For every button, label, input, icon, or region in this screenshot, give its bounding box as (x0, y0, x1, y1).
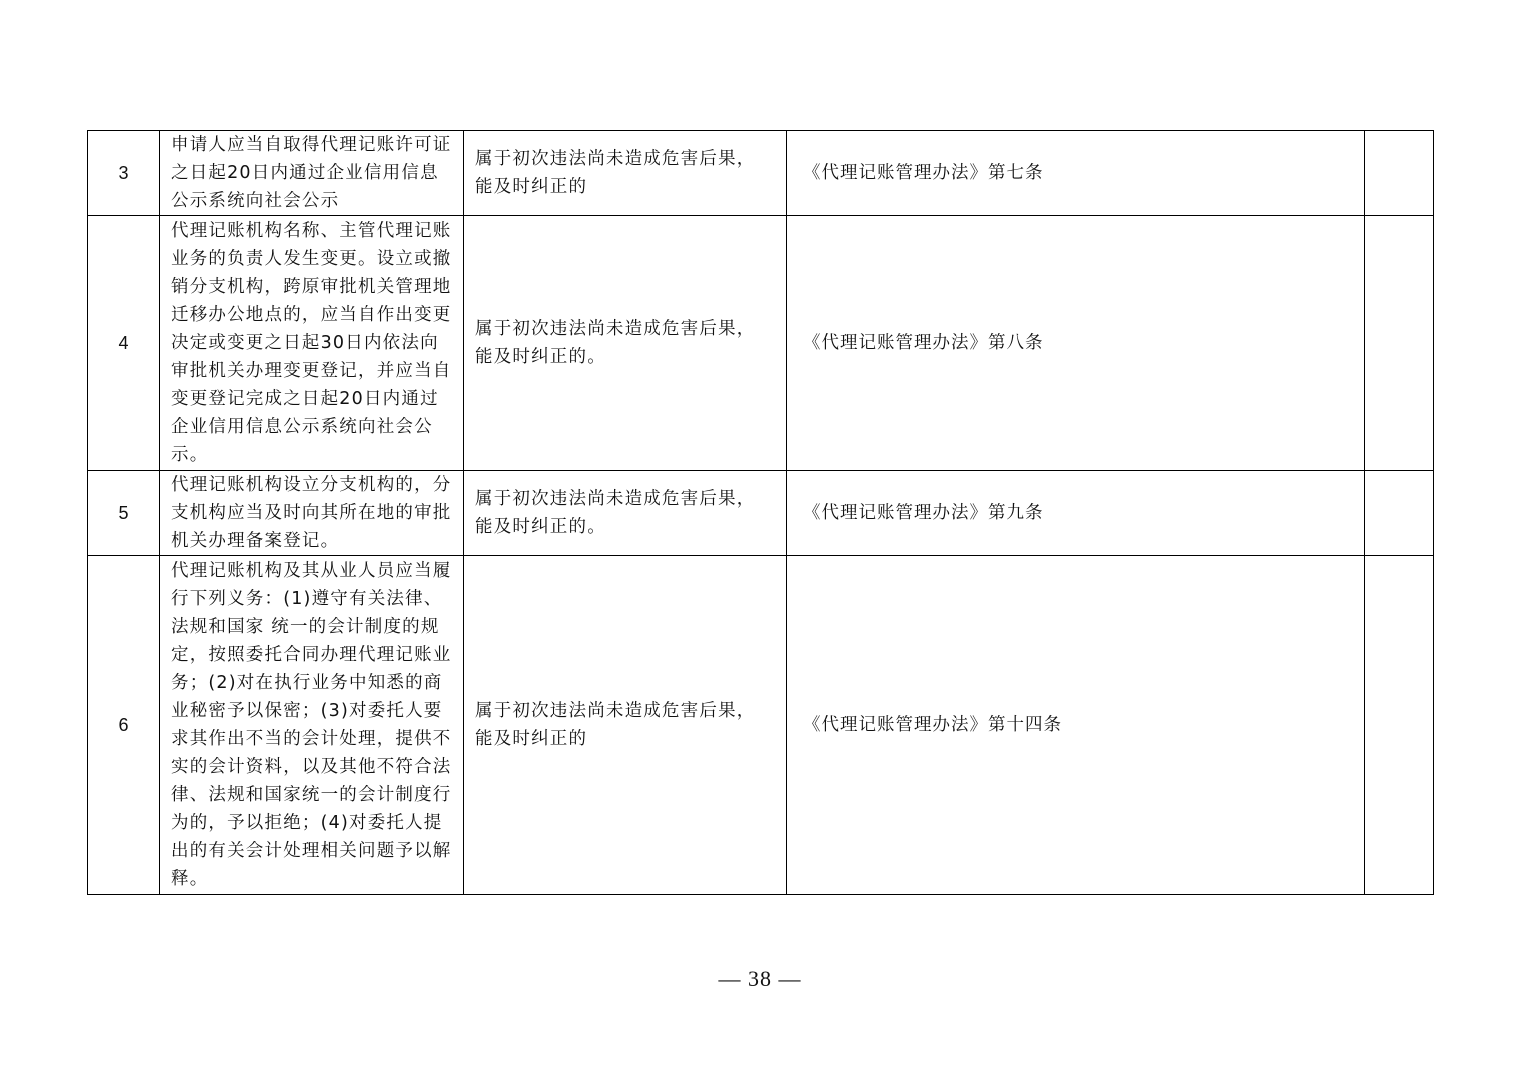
basis-cell: 《代理记账管理办法》第十四条 (787, 556, 1365, 895)
condition-cell: 属于初次违法尚未造成危害后果，能及时纠正的 (464, 131, 787, 216)
table-row (88, 556, 1434, 895)
condition-cell: 属于初次违法尚未造成危害后果，能及时纠正的。 (464, 471, 787, 556)
matter-cell: 代理记账机构名称、主管代理记账业务的负责人发生变更。设立或撤销分支机构，跨原审批机关管理地迁移办公地点的，应当自作出变更决定或变更之日起30日内依法向审批机关办理变更登记，并应当自变更登记完成之日起20日内通过企业信用信息公示系统向社会公示。 (160, 216, 464, 471)
matter-cell: 申请人应当自取得代理记账许可证之日起20日内通过企业信用信息公示系统向社会公示 (160, 131, 464, 216)
extra-cell (1365, 471, 1434, 556)
extra-cell (1365, 131, 1434, 216)
row-number: 6 (88, 556, 160, 895)
basis-cell: 《代理记账管理办法》第九条 (787, 471, 1365, 556)
table-row (88, 131, 1434, 216)
matter-cell: 代理记账机构设立分支机构的，分支机构应当及时向其所在地的审批机关办理备案登记。 (160, 471, 464, 556)
condition-cell: 属于初次违法尚未造成危害后果，能及时纠正的。 (464, 216, 787, 471)
row-number: 5 (88, 471, 160, 556)
basis-cell: 《代理记账管理办法》第八条 (787, 216, 1365, 471)
table-row (88, 471, 1434, 556)
row-number: 3 (88, 131, 160, 216)
row-number: 4 (88, 216, 160, 471)
condition-cell: 属于初次违法尚未造成危害后果，能及时纠正的 (464, 556, 787, 895)
regulation-table (87, 130, 1434, 895)
extra-cell (1365, 216, 1434, 471)
page-number: — 38 — (718, 966, 802, 991)
basis-cell: 《代理记账管理办法》第七条 (787, 131, 1365, 216)
matter-cell: 代理记账机构及其从业人员应当履行下列义务：(1)遵守有关法律、法规和国家 统一的会计制度的规定，按照委托合同办理代理记账业务；(2)对在执行业务中知悉的商业秘密予以保密；(3)对委托人要求其作出不当的会计处理，提供不实的会计资料，以及其他不符合法律、法规和国家统一的会计制度行为的，予以拒绝；(4)对委托人提出的有关会计处理相关问题予以解释。 (160, 556, 464, 895)
table-row (88, 216, 1434, 471)
extra-cell (1365, 556, 1434, 895)
